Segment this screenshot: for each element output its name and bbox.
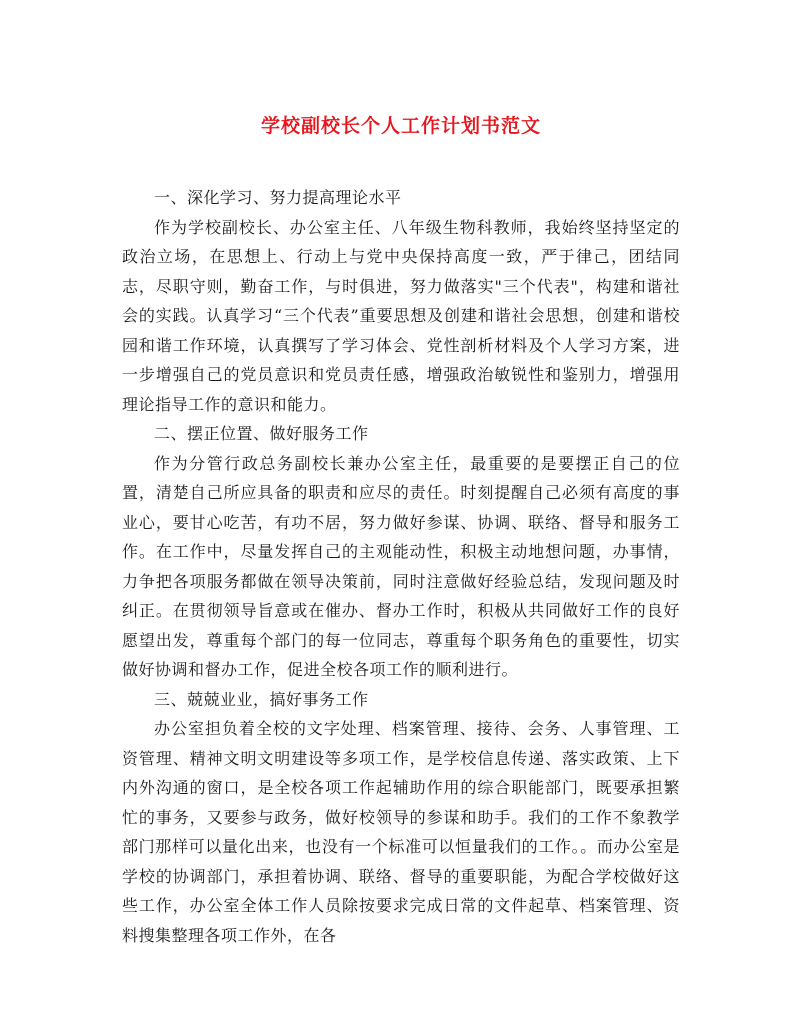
- section-paragraph: 作为分管行政总务副校长兼办公室主任，最重要的是要摆正自己的位置，清楚自己所应具备的职责和应尽的责任。时刻提醒自己必须有高度的事业心，要甘心吃苦，有功不居，努力做好参谋、协调、联络、督导和服务工作。在工作中，尽量发挥自己的主观能动性，积极主动地想问题，办事情，力争把各项服务都做在领导决策前，同时注意做好经验总结，发现问题及时纠正。在贯彻领导旨意或在催办、督办工作时，积极从共同做好工作的良好愿望出发，尊重每个部门的每一位同志，尊重每个职务角色的重要性，切实做好协调和督办工作，促进全校各项工作的顺利进行。: [122, 453, 680, 679]
- section-paragraph: 作为学校副校长、办公室主任、八年级生物科教师，我始终坚持坚定的政治立场，在思想上、行动上与党中央保持高度一致，严于律己，团结同志，尽职守则，勤奋工作，与时俱进，努力做落实"三个代表"，构建和谐社会的实践。认真学习“三个代表”重要思想及创建和谐社会思想，创建和谐校园和谐工作环境，认真撰写了学习体会、党性剖析材料及个人学习方案，进一步增强自己的党员意识和党员责任感，增强政治敏锐性和鉴别力，增强用理论指导工作的意识和能力。: [122, 217, 680, 414]
- section-2: [122, 419, 680, 685]
- section-heading: 一、深化学习、努力提高理论水平: [154, 188, 402, 207]
- section-paragraph: 办公室担负着全校的文字处理、档案管理、接待、会务、人事管理、工资管理、精神文明文明建设等多项工作，是学校信息传递、落实政策、上下内外沟通的窗口，是全校各项工作起辅助作用的综合职能部门，既要承担繁忙的事务，又要参与政务，做好校领导的参谋和助手。我们的工作不象教学部门那样可以量化出来，也没有一个标准可以恒量我们的工作。。而办公室是学校的协调部门，承担着协调、联络、督导的重要职能，为配合学校做好这些工作，办公室全体工作人员除按要求完成日常的文件起草、档案管理、资料搜集整理各项工作外，在各: [122, 719, 680, 945]
- document-title: 学校副校长个人工作计划书范文: [260, 115, 541, 137]
- section-3: [122, 685, 680, 951]
- document-page: [122, 100, 680, 950]
- section-heading: 二、摆正位置、做好服务工作: [154, 424, 369, 443]
- section-heading: 三、兢兢业业，搞好事务工作: [154, 689, 369, 709]
- section-1: [122, 183, 680, 419]
